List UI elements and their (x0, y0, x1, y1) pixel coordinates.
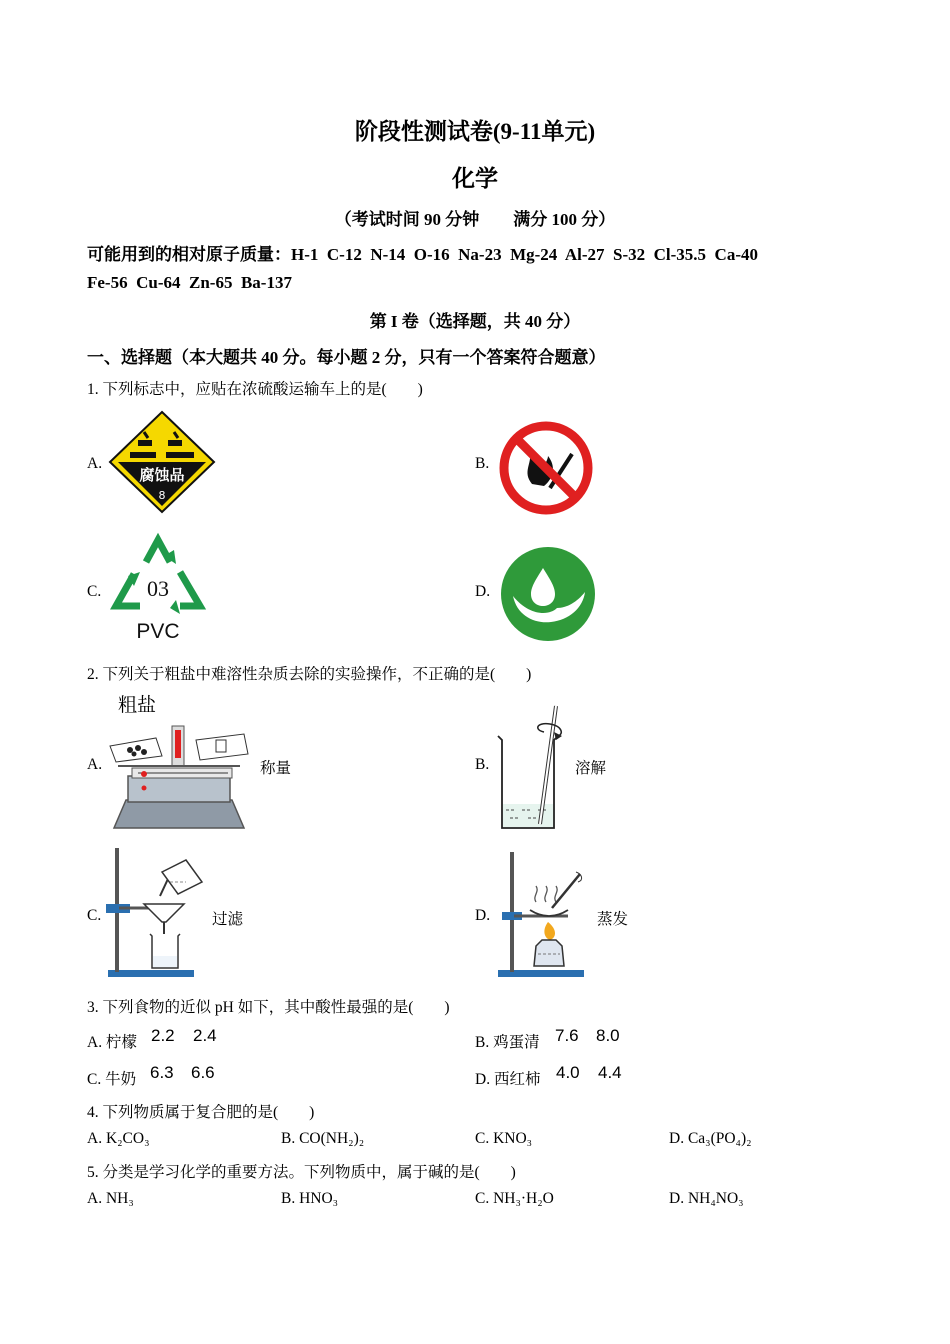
q5-option-b-formula: HNO₃ (299, 1190, 339, 1207)
q4-option-a-formula: K₂CO₃ (105, 1130, 150, 1147)
exam-info: （考试时间 90 分钟 满分 100 分） (334, 210, 616, 229)
part1-title: 第 I 卷（选择题，共 40 分） (369, 312, 581, 331)
q5-option-a-formula: NH₃ (105, 1190, 134, 1207)
balance-label: 粗盐 (118, 694, 157, 716)
balance-icon (108, 716, 250, 832)
q2-option-a-caption: 称量 (260, 760, 292, 777)
beaker-stirring-icon (494, 700, 574, 834)
page-title: 阶段性测试卷(9-11单元) (354, 119, 596, 144)
q4-option-a-letter: A. (87, 1130, 103, 1147)
recycle-sign-text: PVC (136, 620, 180, 643)
q4-option-b (281, 1130, 364, 1148)
q3-option-b-ph-low: 7.6 (555, 1026, 579, 1045)
q3-option-c-ph-high: 6.6 (191, 1063, 215, 1082)
q3-option-a-letter: A. (87, 1034, 103, 1051)
q2-option-d-letter: D. (475, 907, 491, 924)
q3-option-b-text: 鸡蛋清 (493, 1034, 540, 1051)
no-fire-sign-icon (498, 420, 594, 516)
q4-option-a (87, 1130, 150, 1148)
q3-option-b-letter: B. (475, 1034, 490, 1051)
question-2-stem: 2. 下列关于粗盐中难溶性杂质去除的实验操作，不正确的是( ) (87, 666, 532, 683)
question-4-stem: 4. 下列物质属于复合肥的是( ) (87, 1104, 315, 1121)
q1-option-a-letter: A. (87, 455, 103, 472)
q3-option-b-ph-high: 8.0 (596, 1026, 620, 1045)
q3-option-d (475, 1067, 540, 1089)
q3-option-a-ph-low: 2.2 (151, 1026, 175, 1045)
q5-option-a-letter: A. (87, 1190, 103, 1207)
q3-option-d-ph-high: 4.4 (598, 1063, 622, 1082)
q2-option-c-letter: C. (87, 907, 102, 924)
q4-option-b-formula: CO(NH₂)₂ (299, 1130, 365, 1147)
q5-option-d-formula: NH₄NO₃ (687, 1190, 744, 1207)
q4-option-d-formula: Ca₃(PO₄)₂ (687, 1130, 752, 1147)
q5-option-c-formula: NH₃·H₂O (493, 1190, 554, 1207)
q1-option-b-letter: B. (475, 455, 490, 472)
q4-option-d-letter: D. (669, 1130, 685, 1147)
q2-option-b-letter: B. (475, 756, 490, 773)
question-5-stem: 5. 分类是学习化学的重要方法。下列物质中，属于碱的是( ) (87, 1164, 516, 1181)
q5-option-b-letter: B. (281, 1190, 296, 1207)
corrosive-sign-text: 腐蚀品 (139, 466, 185, 484)
question-3-stem: 3. 下列食物的近似 pH 如下，其中酸性最强的是( ) (87, 999, 450, 1016)
atomic-masses-line1: 可能用到的相对原子质量：H-1 C-12 N-14 O-16 Na-23 Mg-24 Al-27 S-32 Cl-35.5 Ca-40 (87, 245, 758, 264)
recycle-pvc-sign-icon (110, 532, 206, 644)
evaporation-icon (494, 850, 586, 980)
corrosive-sign-icon (108, 410, 216, 514)
water-saving-sign-icon (499, 546, 597, 642)
q1-option-c-letter: C. (87, 583, 102, 600)
q3-option-b (475, 1030, 540, 1052)
q2-option-a-letter: A. (87, 756, 103, 773)
q3-option-d-letter: D. (475, 1071, 491, 1088)
q5-option-b (281, 1190, 338, 1208)
question-1-stem: 1. 下列标志中，应贴在浓硫酸运输车上的是( ) (87, 381, 423, 398)
q3-option-c-letter: C. (87, 1071, 102, 1088)
q5-option-a (87, 1190, 134, 1208)
q3-option-a-ph-high: 2.4 (193, 1026, 217, 1045)
q3-option-d-text: 西红柿 (493, 1071, 541, 1088)
q3-option-c-text: 牛奶 (105, 1071, 137, 1088)
filtration-icon (104, 846, 204, 980)
q3-option-d-ph-low: 4.0 (556, 1063, 580, 1082)
q4-option-c (475, 1130, 532, 1148)
q3-option-c-ph-low: 6.3 (150, 1063, 174, 1082)
atomic-masses-line2: Fe-56 Cu-64 Zn-65 Ba-137 (87, 273, 292, 292)
subject-title: 化学 (452, 166, 498, 191)
q4-option-c-formula: KNO₃ (493, 1130, 533, 1147)
q3-option-a (87, 1030, 137, 1052)
q2-option-b-caption: 溶解 (575, 760, 607, 777)
q4-option-d (669, 1130, 752, 1148)
q3-option-a-text: 柠檬 (105, 1034, 137, 1051)
corrosive-sign-number: 8 (158, 489, 166, 502)
q5-option-d-letter: D. (669, 1190, 685, 1207)
q2-option-c-caption: 过滤 (212, 911, 244, 928)
recycle-sign-number: 03 (147, 576, 169, 601)
q5-option-c-letter: C. (475, 1190, 490, 1207)
section-title: 一、选择题（本大题共 40 分。每小题 2 分，只有一个答案符合题意） (87, 348, 606, 367)
q5-option-d (669, 1190, 744, 1208)
q2-option-d-caption: 蒸发 (597, 911, 629, 928)
q4-option-b-letter: B. (281, 1130, 296, 1147)
q1-option-d-letter: D. (475, 583, 491, 600)
q4-option-c-letter: C. (475, 1130, 490, 1147)
q5-option-c (475, 1190, 554, 1208)
q3-option-c (87, 1067, 136, 1089)
